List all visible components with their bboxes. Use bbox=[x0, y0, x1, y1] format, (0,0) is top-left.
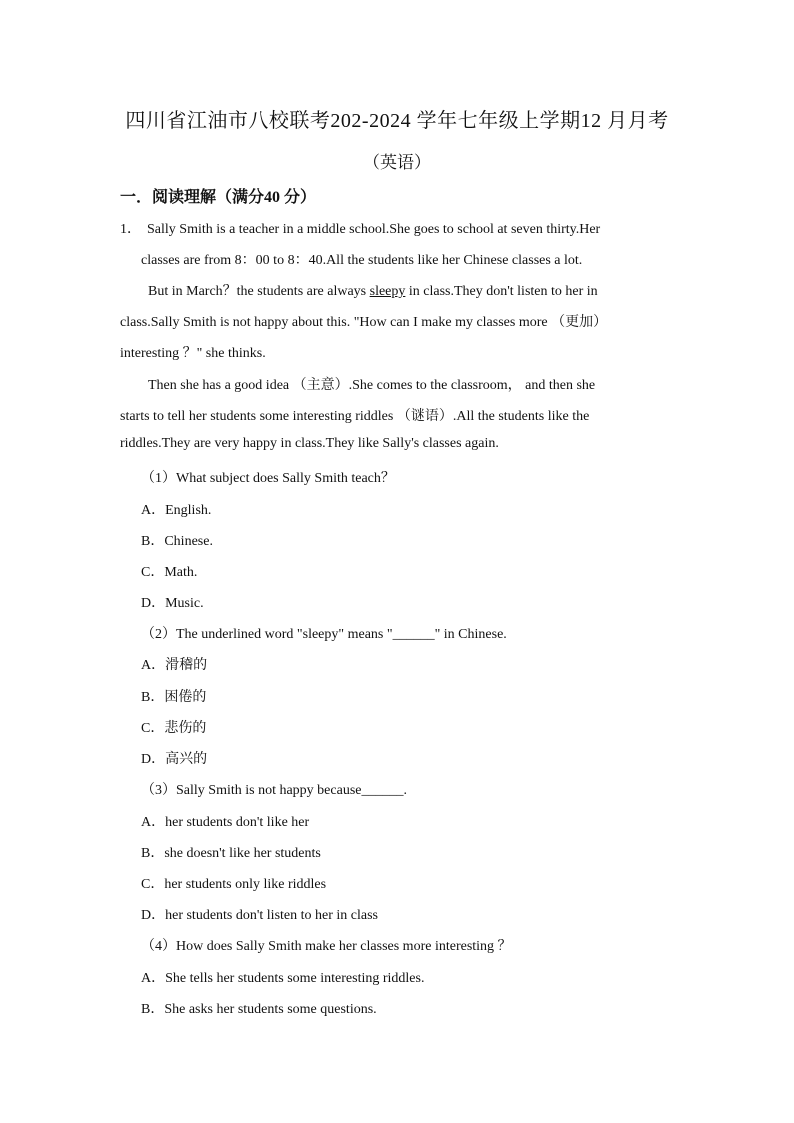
option-b: B．困倦的 bbox=[141, 690, 207, 705]
passage-line-4: class.Sally Smith is not happy about this. "How can I make my classes more （更加） bbox=[120, 315, 608, 330]
passage-line-6: Then she has a good idea （主意）.She comes to the classroom， and then she bbox=[148, 378, 596, 393]
passage-text: But in March？the students are always bbox=[148, 284, 370, 299]
passage-line-1 bbox=[120, 218, 600, 238]
question-stem: （1）What subject does Sally Smith teach？ bbox=[141, 471, 395, 486]
passage-line-7: starts to tell her students some interesting riddles （谜语）.All the students like the bbox=[120, 409, 590, 424]
option-b: B．Chinese. bbox=[141, 534, 213, 549]
passage-line-3 bbox=[148, 280, 598, 300]
option-a: A．English. bbox=[141, 503, 212, 518]
option-a: A．She tells her students some interesting riddles. bbox=[141, 971, 425, 986]
passage-line-2: classes are from 8：00 to 8：40.All the students like her Chinese classes a lot. bbox=[141, 253, 583, 268]
option-c: C．悲伤的 bbox=[141, 721, 207, 736]
passage-line-8: riddles.They are very happy in class.They like Sally's classes again. bbox=[120, 436, 499, 451]
question-stem: （2）The underlined word "sleepy" means "______" in Chinese. bbox=[141, 627, 507, 642]
option-d: D．高兴的 bbox=[141, 752, 208, 767]
underlined-word: sleepy bbox=[369, 284, 406, 299]
option-d: D．her students don't listen to her in class bbox=[141, 908, 378, 923]
option-a: A．her students don't like her bbox=[141, 815, 310, 830]
option-a: A．滑稽的 bbox=[141, 658, 208, 673]
option-b: B．she doesn't like her students bbox=[141, 846, 321, 861]
question-number: 1． bbox=[120, 222, 141, 237]
question-stem: （3）Sally Smith is not happy because______. bbox=[141, 783, 407, 798]
option-c: C．her students only like riddles bbox=[141, 877, 327, 892]
passage-text: Sally Smith is a teacher in a middle school.She goes to school at seven thirty.Her bbox=[147, 222, 601, 237]
question-stem: （4）How does Sally Smith make her classes more interesting ？ bbox=[141, 939, 512, 954]
option-b: B．She asks her students some questions. bbox=[141, 1002, 377, 1017]
page-subtitle: （英语） bbox=[363, 153, 431, 172]
passage-line-5: interesting ？" she thinks. bbox=[120, 346, 266, 361]
option-d: D．Music. bbox=[141, 596, 204, 611]
option-c: C．Math. bbox=[141, 565, 198, 580]
passage-text: in class.They don't listen to her in bbox=[405, 284, 598, 299]
page-title: 四川省江油市八校联考202-2024 学年七年级上学期12 月月考 bbox=[125, 110, 669, 132]
section-heading: 一．阅读理解（满分40 分） bbox=[120, 189, 317, 206]
